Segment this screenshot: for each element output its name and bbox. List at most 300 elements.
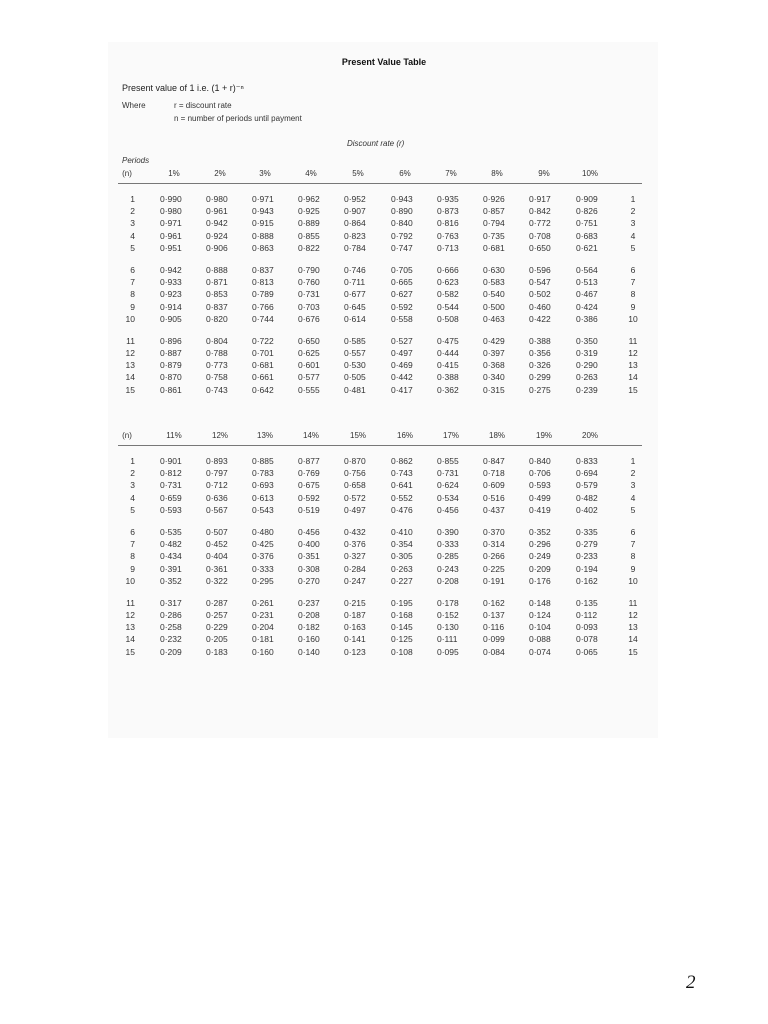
value-cell: 0·585 — [344, 335, 366, 346]
value-cell: 0·861 — [160, 384, 182, 395]
value-cell: 0·772 — [529, 218, 551, 229]
value-cell: 0·935 — [437, 194, 459, 204]
header-cell-rate: 13% — [256, 431, 274, 440]
value-cell: 0·351 — [298, 551, 320, 562]
value-cell: 0·140 — [298, 646, 320, 657]
value-cell: 0·731 — [160, 480, 182, 491]
value-cell: 0·497 — [344, 504, 366, 515]
value-cell: 0·386 — [576, 313, 598, 324]
value-cell: 0·074 — [529, 646, 551, 657]
period-cell-right: 4 — [630, 492, 636, 503]
value-cell: 0·317 — [160, 597, 182, 608]
value-cell: 0·482 — [576, 492, 598, 503]
period-cell: 3 — [130, 480, 135, 491]
value-cell: 0·370 — [483, 526, 505, 537]
value-cell: 0·557 — [344, 348, 366, 359]
value-cell: 0·676 — [298, 313, 320, 324]
value-cell: 0·104 — [529, 622, 551, 633]
value-cell: 0·243 — [437, 563, 459, 574]
value-cell: 0·889 — [298, 218, 320, 229]
value-cell: 0·942 — [206, 218, 228, 229]
value-cell: 0·168 — [391, 610, 413, 621]
value-cell: 0·209 — [160, 646, 182, 657]
value-cell: 0·352 — [160, 575, 182, 586]
value-cell: 0·229 — [206, 622, 228, 633]
period-cell: 14 — [125, 372, 135, 383]
period-cell-right: 9 — [630, 301, 636, 312]
table-row — [0, 551, 768, 563]
value-cell: 0·907 — [344, 206, 366, 217]
period-cell-right: 15 — [628, 384, 638, 395]
table-row — [0, 576, 768, 588]
value-cell: 0·731 — [437, 468, 459, 479]
value-cell: 0·840 — [529, 456, 551, 466]
definition-r: r = discount rate — [174, 101, 232, 110]
header-cell-rate: 4% — [305, 169, 317, 178]
value-cell: 0·943 — [391, 194, 413, 204]
value-cell: 0·404 — [206, 551, 228, 562]
period-cell-right: 13 — [628, 360, 638, 371]
value-cell: 0·870 — [160, 372, 182, 383]
value-cell: 0·513 — [576, 277, 598, 288]
value-cell: 0·410 — [391, 526, 413, 537]
value-cell: 0·558 — [391, 313, 413, 324]
value-cell: 0·287 — [206, 597, 228, 608]
period-cell: 1 — [130, 194, 135, 204]
value-cell: 0·543 — [252, 504, 274, 515]
value-cell: 0·148 — [529, 597, 551, 608]
value-cell: 0·299 — [529, 372, 551, 383]
value-cell: 0·677 — [344, 289, 366, 300]
table-row — [0, 289, 768, 301]
value-cell: 0·390 — [437, 526, 459, 537]
value-cell: 0·258 — [160, 622, 182, 633]
table-row — [0, 314, 768, 326]
value-cell: 0·905 — [160, 313, 182, 324]
value-cell: 0·225 — [483, 563, 505, 574]
table-row — [0, 385, 768, 397]
table-body-1 — [0, 194, 768, 397]
table-row — [0, 336, 768, 348]
value-cell: 0·885 — [252, 456, 274, 466]
value-cell: 0·613 — [252, 492, 274, 503]
value-cell: 0·980 — [206, 194, 228, 204]
value-cell: 0·527 — [391, 335, 413, 346]
value-cell: 0·943 — [252, 206, 274, 217]
value-cell: 0·952 — [344, 194, 366, 204]
value-cell: 0·388 — [529, 335, 551, 346]
value-cell: 0·361 — [206, 563, 228, 574]
value-cell: 0·460 — [529, 301, 551, 312]
value-cell: 0·582 — [437, 289, 459, 300]
value-cell: 0·314 — [483, 539, 505, 550]
value-cell: 0·887 — [160, 348, 182, 359]
header-cell-rate: 11% — [166, 431, 182, 440]
period-cell: 12 — [125, 610, 135, 621]
value-cell: 0·961 — [160, 230, 182, 241]
page-number: 2 — [686, 972, 696, 993]
group-gap — [0, 588, 768, 598]
value-cell: 0·706 — [529, 468, 551, 479]
value-cell: 0·593 — [160, 504, 182, 515]
value-cell: 0·425 — [252, 539, 274, 550]
value-cell: 0·792 — [391, 230, 413, 241]
value-cell: 0·195 — [391, 597, 413, 608]
period-cell: 9 — [130, 563, 135, 574]
value-cell: 0·285 — [437, 551, 459, 562]
value-cell: 0·847 — [483, 456, 505, 466]
period-cell: 11 — [126, 597, 135, 608]
value-cell: 0·971 — [160, 218, 182, 229]
period-cell-right: 12 — [628, 348, 638, 359]
value-cell: 0·415 — [437, 360, 459, 371]
value-cell: 0·783 — [252, 468, 274, 479]
table-row — [0, 480, 768, 492]
value-cell: 0·327 — [344, 551, 366, 562]
value-cell: 0·530 — [344, 360, 366, 371]
value-cell: 0·547 — [529, 277, 551, 288]
value-cell: 0·308 — [298, 563, 320, 574]
value-cell: 0·108 — [391, 646, 413, 657]
period-cell-right: 7 — [630, 539, 636, 550]
value-cell: 0·746 — [344, 264, 366, 275]
value-cell: 0·356 — [529, 348, 551, 359]
value-cell: 0·388 — [437, 372, 459, 383]
period-cell-right: 5 — [630, 504, 636, 515]
value-cell: 0·290 — [576, 360, 598, 371]
value-cell: 0·630 — [483, 264, 505, 275]
value-cell: 0·078 — [576, 634, 598, 645]
period-cell: 1 — [130, 456, 135, 466]
header-cell-rate: 17% — [442, 431, 460, 440]
value-cell: 0·194 — [576, 563, 598, 574]
value-cell: 0·452 — [206, 539, 228, 550]
value-cell: 0·163 — [344, 622, 366, 633]
value-cell: 0·135 — [576, 597, 598, 608]
period-cell-right: 12 — [628, 610, 638, 621]
period-cell: 10 — [125, 575, 135, 586]
value-cell: 0·661 — [252, 372, 274, 383]
value-cell: 0·475 — [437, 335, 459, 346]
value-cell: 0·915 — [252, 218, 274, 229]
period-cell-right: 8 — [630, 551, 636, 562]
value-cell: 0·971 — [252, 194, 274, 204]
value-cell: 0·315 — [483, 384, 505, 395]
value-cell: 0·693 — [252, 480, 274, 491]
header-cell-rate: 16% — [396, 431, 414, 440]
value-cell: 0·516 — [483, 492, 505, 503]
value-cell: 0·084 — [483, 646, 505, 657]
period-cell-right: 3 — [630, 480, 636, 491]
page-title: Present Value Table — [341, 57, 427, 67]
value-cell: 0·476 — [391, 504, 413, 515]
period-cell: 12 — [125, 348, 135, 359]
value-cell: 0·572 — [344, 492, 366, 503]
header-cell-rate: 10% — [581, 169, 599, 178]
value-cell: 0·784 — [344, 242, 366, 253]
value-cell: 0·444 — [437, 348, 459, 359]
period-cell-right: 10 — [628, 313, 638, 324]
value-cell: 0·499 — [529, 492, 551, 503]
value-cell: 0·257 — [206, 610, 228, 621]
value-cell: 0·065 — [576, 646, 598, 657]
value-cell: 0·333 — [437, 539, 459, 550]
table-row — [0, 372, 768, 384]
value-cell: 0·641 — [391, 480, 413, 491]
header-cell-rate: 3% — [259, 169, 271, 178]
header-cell-rate: 12% — [211, 431, 229, 440]
value-cell: 0·659 — [160, 492, 182, 503]
value-cell: 0·397 — [483, 348, 505, 359]
value-cell: 0·923 — [160, 289, 182, 300]
value-cell: 0·592 — [391, 301, 413, 312]
period-cell: 13 — [125, 360, 135, 371]
header-cell-rate: 1% — [168, 169, 180, 178]
period-cell: 2 — [130, 468, 135, 479]
period-cell-right: 6 — [630, 264, 636, 275]
value-cell: 0·914 — [160, 301, 182, 312]
value-cell: 0·417 — [391, 384, 413, 395]
value-cell: 0·708 — [529, 230, 551, 241]
period-cell-right: 13 — [628, 622, 638, 633]
value-cell: 0·333 — [252, 563, 274, 574]
table-row — [0, 218, 768, 230]
value-cell: 0·658 — [344, 480, 366, 491]
value-cell: 0·540 — [483, 289, 505, 300]
table-row — [0, 348, 768, 360]
value-cell: 0·239 — [576, 384, 598, 395]
value-cell: 0·429 — [483, 335, 505, 346]
value-cell: 0·592 — [298, 492, 320, 503]
period-cell-right: 14 — [628, 634, 638, 645]
table-row — [0, 564, 768, 576]
value-cell: 0·178 — [437, 597, 459, 608]
value-cell: 0·621 — [576, 242, 598, 253]
value-cell: 0·437 — [483, 504, 505, 515]
value-cell: 0·794 — [483, 218, 505, 229]
period-cell: 6 — [130, 526, 135, 537]
period-cell-right: 3 — [630, 218, 636, 229]
where-label: Where — [122, 101, 146, 110]
value-cell: 0·681 — [483, 242, 505, 253]
value-cell: 0·711 — [344, 277, 366, 288]
value-cell: 0·645 — [344, 301, 366, 312]
value-cell: 0·208 — [298, 610, 320, 621]
period-cell: 8 — [130, 289, 135, 300]
table-row — [0, 468, 768, 480]
period-cell: 7 — [130, 277, 135, 288]
value-cell: 0·926 — [483, 194, 505, 204]
period-cell: 4 — [130, 230, 135, 241]
value-cell: 0·402 — [576, 504, 598, 515]
discount-rate-label: Discount rate (r) — [347, 139, 405, 148]
value-cell: 0·400 — [298, 539, 320, 550]
value-cell: 0·870 — [344, 456, 366, 466]
value-cell: 0·896 — [160, 335, 182, 346]
period-cell: 14 — [125, 634, 135, 645]
value-cell: 0·924 — [206, 230, 228, 241]
period-cell: 5 — [130, 504, 135, 515]
value-cell: 0·893 — [206, 456, 228, 466]
group-gap — [0, 255, 768, 265]
value-cell: 0·962 — [298, 194, 320, 204]
value-cell: 0·743 — [391, 468, 413, 479]
value-cell: 0·295 — [252, 575, 274, 586]
value-cell: 0·270 — [298, 575, 320, 586]
value-cell: 0·683 — [576, 230, 598, 241]
period-cell-right: 1 — [630, 456, 636, 466]
header-cell-rate: 5% — [352, 169, 364, 178]
table-row — [0, 598, 768, 610]
value-cell: 0·305 — [391, 551, 413, 562]
table-row — [0, 622, 768, 634]
value-cell: 0·906 — [206, 242, 228, 253]
value-cell: 0·162 — [483, 597, 505, 608]
value-cell: 0·665 — [391, 277, 413, 288]
value-cell: 0·215 — [344, 597, 366, 608]
table-row — [0, 243, 768, 255]
value-cell: 0·650 — [298, 335, 320, 346]
value-cell: 0·788 — [206, 348, 228, 359]
value-cell: 0·855 — [437, 456, 459, 466]
value-cell: 0·567 — [206, 504, 228, 515]
period-cell: 13 — [125, 622, 135, 633]
value-cell: 0·879 — [160, 360, 182, 371]
header-cell-rate: 6% — [399, 169, 411, 178]
period-cell: 9 — [130, 301, 135, 312]
header-cell-rate: 20% — [581, 431, 599, 440]
value-cell: 0·424 — [576, 301, 598, 312]
period-cell: 8 — [130, 551, 135, 562]
value-cell: 0·712 — [206, 480, 228, 491]
value-cell: 0·826 — [576, 206, 598, 217]
value-cell: 0·093 — [576, 622, 598, 633]
table-row — [0, 539, 768, 551]
value-cell: 0·853 — [206, 289, 228, 300]
definition-n: n = number of periods until payment — [174, 114, 302, 123]
header-cell-n: (n) — [122, 169, 132, 178]
value-cell: 0·088 — [529, 634, 551, 645]
header-cell-rate: 15% — [349, 431, 367, 440]
period-cell-right: 2 — [630, 206, 636, 217]
value-cell: 0·182 — [298, 622, 320, 633]
period-cell-right: 8 — [630, 289, 636, 300]
table-row — [0, 610, 768, 622]
table-row — [0, 277, 768, 289]
value-cell: 0·376 — [252, 551, 274, 562]
value-cell: 0·864 — [344, 218, 366, 229]
value-cell: 0·703 — [298, 301, 320, 312]
value-cell: 0·625 — [298, 348, 320, 359]
value-cell: 0·675 — [298, 480, 320, 491]
header-cell-rate: 14% — [302, 431, 320, 440]
period-cell: 15 — [125, 384, 135, 395]
value-cell: 0·434 — [160, 551, 182, 562]
value-cell: 0·125 — [391, 634, 413, 645]
value-cell: 0·205 — [206, 634, 228, 645]
value-cell: 0·601 — [298, 360, 320, 371]
value-cell: 0·204 — [252, 622, 274, 633]
value-cell: 0·552 — [391, 492, 413, 503]
header-cell-rate: 7% — [445, 169, 457, 178]
value-cell: 0·951 — [160, 242, 182, 253]
period-cell: 5 — [130, 242, 135, 253]
value-cell: 0·422 — [529, 313, 551, 324]
header-cell-n: (n) — [122, 431, 132, 440]
value-cell: 0·823 — [344, 230, 366, 241]
value-cell: 0·990 — [160, 194, 182, 204]
value-cell: 0·232 — [160, 634, 182, 645]
period-cell: 2 — [130, 206, 135, 217]
value-cell: 0·275 — [529, 384, 551, 395]
value-cell: 0·681 — [252, 360, 274, 371]
value-cell: 0·233 — [576, 551, 598, 562]
table-row — [0, 456, 768, 468]
value-cell: 0·666 — [437, 264, 459, 275]
value-cell: 0·340 — [483, 372, 505, 383]
value-cell: 0·650 — [529, 242, 551, 253]
value-cell: 0·160 — [298, 634, 320, 645]
value-cell: 0·933 — [160, 277, 182, 288]
value-cell: 0·362 — [437, 384, 459, 395]
table-body-2 — [0, 456, 768, 659]
value-cell: 0·961 — [206, 206, 228, 217]
value-cell: 0·249 — [529, 551, 551, 562]
value-cell: 0·237 — [298, 597, 320, 608]
value-cell: 0·263 — [576, 372, 598, 383]
value-cell: 0·469 — [391, 360, 413, 371]
value-cell: 0·263 — [391, 563, 413, 574]
value-cell: 0·419 — [529, 504, 551, 515]
value-cell: 0·857 — [483, 206, 505, 217]
value-cell: 0·352 — [529, 526, 551, 537]
period-cell-right: 6 — [630, 526, 636, 537]
value-cell: 0·877 — [298, 456, 320, 466]
value-cell: 0·544 — [437, 301, 459, 312]
table-row — [0, 505, 768, 517]
value-cell: 0·141 — [344, 634, 366, 645]
table-row — [0, 647, 768, 659]
period-cell-right: 15 — [628, 646, 638, 657]
header-cell-rate: 19% — [535, 431, 553, 440]
value-cell: 0·350 — [576, 335, 598, 346]
value-cell: 0·773 — [206, 360, 228, 371]
group-gap — [0, 326, 768, 336]
value-cell: 0·160 — [252, 646, 274, 657]
value-cell: 0·123 — [344, 646, 366, 657]
header-cell-rate: 8% — [491, 169, 503, 178]
value-cell: 0·863 — [252, 242, 274, 253]
value-cell: 0·152 — [437, 610, 459, 621]
table-row — [0, 206, 768, 218]
value-cell: 0·890 — [391, 206, 413, 217]
value-cell: 0·713 — [437, 242, 459, 253]
value-cell: 0·564 — [576, 264, 598, 275]
value-cell: 0·112 — [576, 610, 598, 621]
value-cell: 0·760 — [298, 277, 320, 288]
value-cell: 0·758 — [206, 372, 228, 383]
value-cell: 0·701 — [252, 348, 274, 359]
value-cell: 0·705 — [391, 264, 413, 275]
header-cell-rate: 2% — [214, 169, 226, 178]
value-cell: 0·376 — [344, 539, 366, 550]
value-cell: 0·837 — [252, 264, 274, 275]
value-cell: 0·162 — [576, 575, 598, 586]
table-row — [0, 360, 768, 372]
table-row — [0, 527, 768, 539]
value-cell: 0·942 — [160, 264, 182, 275]
value-cell: 0·368 — [483, 360, 505, 371]
